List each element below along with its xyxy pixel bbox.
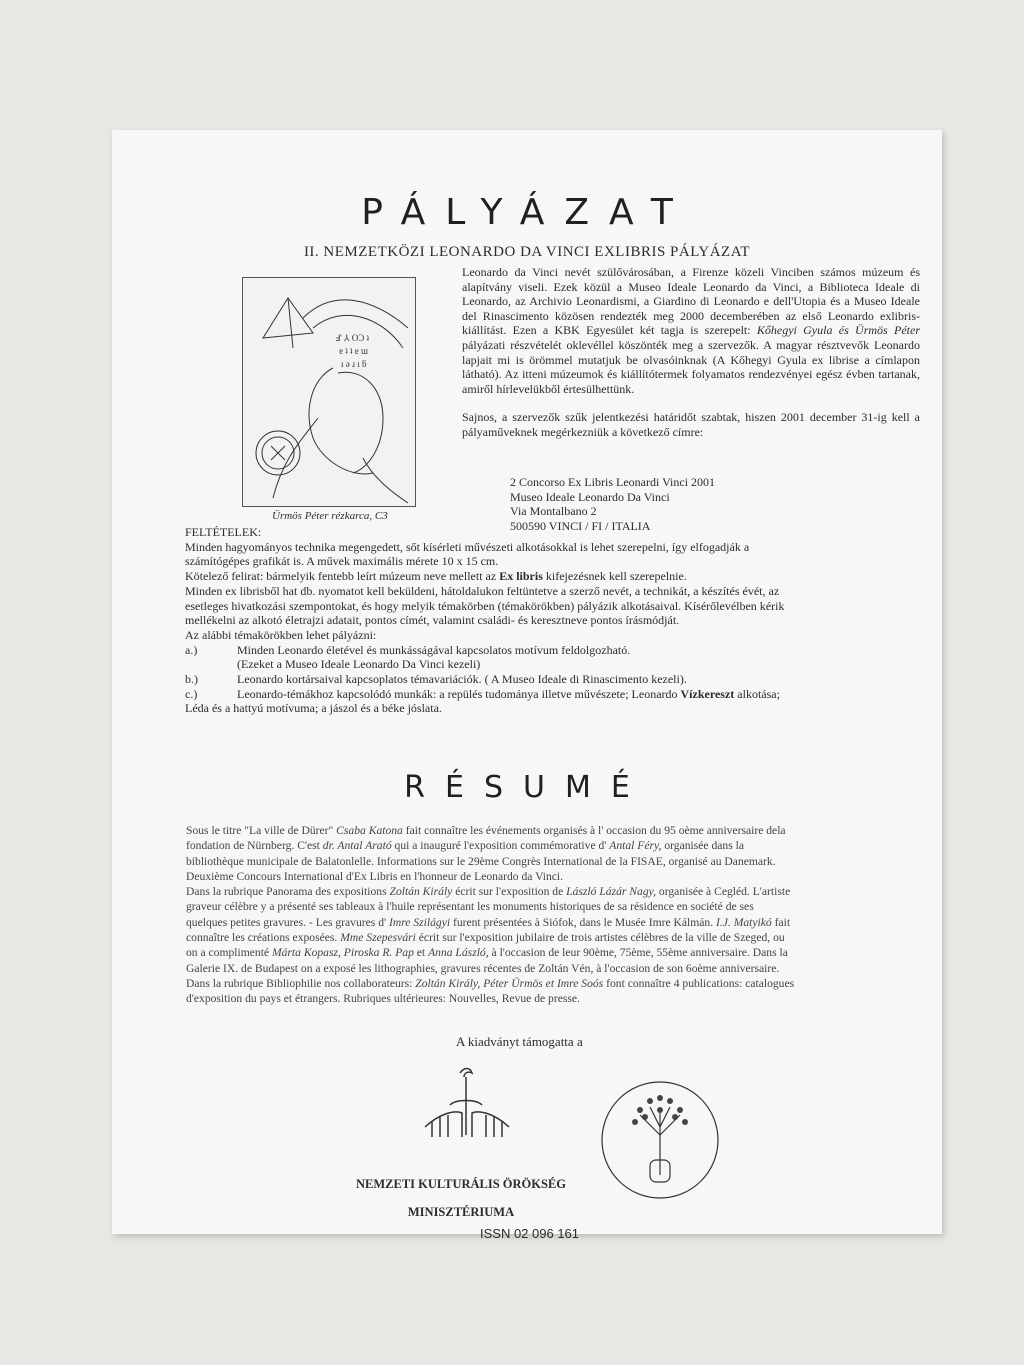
intro-names: Kőhegyi Gyula és Ürmös Péter [756,323,920,338]
topic-continuation: Léda és a hattyú motívuma; a jászol és a béke jóslata. [185,701,442,716]
resume-line: d'exposition du pays et étrangers. Rubriques ultérieures: Nouvelles, Revue de presse. [186,992,580,1006]
person-name: Zoltán Király [389,885,453,899]
topic-item-a [185,643,905,658]
topic-item-b [185,672,905,687]
text-span: écrit sur l'exposition jubilaire de trois artistes célèbres de la ville de Szeged, ou [415,931,785,945]
leonardo-portrait-etching [243,278,415,506]
ministry-line-2: MINISZTÉRIUMA [407,1205,515,1219]
resume-text [186,823,886,1007]
resume-line [186,838,886,853]
text-span: organisée à Cegléd. L'artiste [656,885,791,899]
topic-label: b.) [185,672,198,687]
topic-text [237,687,780,702]
bold-term: Ex libris [499,569,543,584]
intro-paragraph-2: Sajnos, a szervezők szűk jelentkezési határidőt szabtak, hiszen 2001 december 31-ig kell a pályaműveknek megérkezniük a következő címre: [462,410,920,439]
address-line: Museo Ideale Leonardo Da Vinci [510,489,670,504]
ministry-line-1: NEMZETI KULTURÁLIS ÖRÖKSÉG [356,1177,567,1191]
text-span: kifejezésnek kell szerepelnie. [542,569,687,584]
intro-text-span: pályázati részvételét oklevéllel köszönték meg a szervezők. A magyar résztvevők Leonardo lapjait mi is örömmel mutatjuk be olvasóinknak (A Kőhegyi Gyula ex librise a címlapon látható). Az itteni múzeumok és kiállítótermek folyamatos rendezvényei egész évben tartanak, amiről hírlevelükből értesülhettünk. [462,337,920,396]
person-name: Imre Szilágyi [388,915,451,929]
text-span: Kötelező felirat: bármelyik fentebb leírt múzeum neve mellett az [185,569,500,584]
conditions-heading: FELTÉTELEK: [185,525,262,539]
ministry-logo-icon [420,1065,514,1150]
conditions-line: esetleges hivatkozási szempontokat, és hogy melyik témakörben (témakörökben) pályázik alkotásaival. Kísérőlevélben kérik [185,598,785,613]
svg-text:ɐ ʇ ʇ ɐ ɯ: ɐ ʇ ʇ ɐ ɯ [339,346,368,356]
resume-line: Galerie IX. de Budapest on a exposé les lithographies, gravures récentes de Zoltán Vén, à l'occasion de son 6oème anniversaire. [186,961,780,975]
text-span: alkotása; [734,686,780,701]
text-span: on a complimenté [186,946,272,960]
text-span: Dans la rubrique Panorama des expositions [186,885,390,899]
topic-label: c.) [185,686,198,701]
text-span: fait [771,915,791,929]
topic-text: Leonardo kortársaival kapcsoplatos témavariációk. ( A Museo Ideale di Rinascimento kezeli). [237,672,687,687]
resume-line [186,945,886,960]
address-line: 500590 VINCI / FI / ITALIA [510,518,651,533]
text-span: et [413,946,429,960]
resume-title: RÉSUMÉ [404,770,650,805]
conditions-line: Az alábbi témakörökben lehet pályázni: [185,627,377,642]
issn-number: ISSN 02 096 161 [480,1226,580,1241]
text-span: Sous le titre "La ville de Dürer" [186,824,337,837]
text-span: écrit sur l'exposition de [452,885,567,899]
person-name: Márta Kopasz, Piroska R. Pap [271,946,414,960]
conditions-line: mellékelni az alkotó életrajzi adatait, pontos címét, valamint családi- és keresztneve pontos írásmódját. [185,613,680,628]
text-span: organisée dans la [661,839,744,853]
text-span: Dans la rubrique Bibliophilie nos collaborateurs: [186,976,416,990]
person-name: Zoltán Király, Péter Ürmös et Imre Soós [415,976,604,990]
page-title: PÁLYÁZAT [361,192,693,233]
resume-line: Deuxième Concours International d'Ex Libris en l'honneur de Leonardo da Vinci. [186,869,564,883]
resume-line [186,930,886,945]
resume-line [186,884,886,899]
text-span: Leonardo-témákhoz kapcsolódó munkák: a repülés tudománya illetve művészete; Leonardo [237,686,681,701]
conditions-line: Minden hagyományos technika megengedett, sőt kísérleti művészeti alkotásokkal is lehet szerepelni, így elfogadják a [185,539,750,554]
text-span: fait connaître les événements organisés à l' occasion du 95 oème anniversaire dela [402,824,786,837]
topic-text: Minden Leonardo életével és munkásságával kapcsolatos motívum feldolgozható. [237,642,631,657]
intro-paragraph-1 [462,265,920,396]
text-span: quelques petites gravures. - Les gravures d' [186,915,389,929]
cultural-fund-seal-icon [595,1065,725,1215]
address-line: 2 Concorso Ex Libris Leonardi Vinci 2001 [510,475,716,489]
intro-text-span: Leonardo da Vinci nevét szülővárosában, a Firenze közeli Vinciben számos múzeum és alapítvány viseli. Ezek közül a Museo Ideale Leonardo da Vinci, a Biblioteca Ideale di Leonardo, az Archivio Leonardismi, a Giardino di Leonardo e dell'Utopia és a Museo Ideale del Rinascimento közösen rendezték meg 2000 decemberében az első Leonardo exlibris-kiállítást. Ezen a KBK Egyesület két tagja is szerepelt: [462,265,920,338]
person-name: Mme Szepesvári [340,931,416,945]
text-span: furent présentées à Siófok, dans le Musée Imre Kálmán. [450,915,716,929]
svg-text:ı ǝ ɹ ı ƃ: ı ǝ ɹ ı ƃ [341,359,367,369]
person-name: Antal Féry, [609,839,662,853]
page-subtitle: II. NEMZETKÖZI LEONARDO DA VINCI EXLIBRIS PÁLYÁZAT [303,244,751,260]
svg-text:Ⅎ' ⅄ OƆ ʇ: Ⅎ' ⅄ OƆ ʇ [335,333,370,343]
conditions-line: Minden ex librisből hat db. nyomatot kell beküldeni, hátoldalukon feltüntetve a szerző nevét, a technikát, a készítés évét, az [185,583,780,598]
resume-line [186,976,886,991]
person-name: I.J. Matyikó [716,915,772,929]
text-span: connaître les créations exposées. [186,931,341,945]
resume-line: graveur célèbre y a présenté ses tableaux à l'huile représentant les monuments historiques de sa résidence en société de ses [186,900,754,914]
text-span: fondation de Nürnberg. C'est [186,839,323,853]
person-name: dr. Antal Arató [322,839,392,853]
address-line: Via Montalbano 2 [510,504,597,518]
resume-line [186,823,886,838]
person-name: Anna László, [428,946,489,960]
topic-item-c [185,687,905,702]
person-name: László Lázár Nagy, [566,885,657,899]
conditions-line: számítógépes grafikát is. A művek maximális mérete 10 x 15 cm. [185,554,499,569]
resume-line [186,915,886,930]
person-name: Csaba Katona [336,824,403,837]
topic-note: (Ezeket a Museo Ideale Leonardo Da Vinci kezeli) [237,657,481,672]
etching-illustration [242,277,416,507]
conditions-line [185,569,905,584]
document-page [112,130,942,1241]
ministry-name [356,1170,566,1226]
resume-line: bibliothèque municipale de Balatonlelle. Informations sur le 29ème Congrès International de la FISAE, organisé au Danemark. [186,854,776,868]
support-line: A kiadványt támogatta a [456,1034,583,1049]
text-span: font connaître 4 publications: catalogues [603,976,795,990]
conditions-section [185,525,905,716]
bold-term: Vízkereszt [680,686,735,701]
text-span: qui a inauguré l'exposition commémorative d' [391,839,610,853]
figure-caption: Ürmös Péter rézkarca, C3 [272,510,388,522]
text-span: à l'occasion de leur 90ème, 75ème, 55ème anniversaire. Dans la [488,946,788,960]
topic-label: a.) [185,642,198,657]
intro-text [462,265,920,454]
